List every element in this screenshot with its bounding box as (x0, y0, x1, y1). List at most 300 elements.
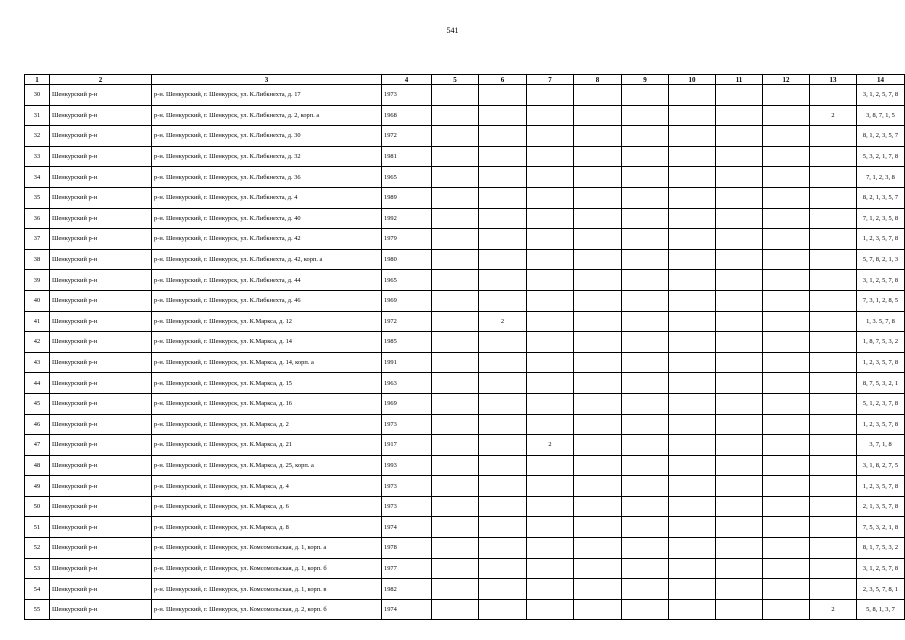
cell-col-6 (479, 455, 527, 476)
cell-col-6 (479, 393, 527, 414)
cell-col-14: 1, 8, 7, 5, 3, 2 (857, 332, 905, 353)
cell-col-9 (622, 208, 669, 229)
cell-col-2: Шенкурский р-н (50, 290, 152, 311)
cell-col-12 (763, 311, 810, 332)
cell-col-5 (432, 311, 479, 332)
cell-col-2: Шенкурский р-н (50, 496, 152, 517)
cell-col-3: р-н. Шенкурский, г. Шенкурск, ул. Комсомольская, д. 1, корп. а (152, 538, 382, 559)
cell-col-7: 2 (527, 435, 574, 456)
cell-col-4: 1991 (382, 352, 432, 373)
cell-col-13 (810, 85, 857, 106)
table-row (25, 599, 905, 620)
cell-col-5 (432, 476, 479, 497)
cell-col-3: р-н. Шенкурский, г. Шенкурск, ул. Комсомольская, д. 2, корп. б (152, 599, 382, 620)
cell-col-5 (432, 249, 479, 270)
cell-col-9 (622, 105, 669, 126)
cell-col-14: 3, 7, 1, 8 (857, 435, 905, 456)
cell-col-1: 34 (25, 167, 50, 188)
cell-col-1: 55 (25, 599, 50, 620)
cell-col-5 (432, 229, 479, 250)
cell-col-5 (432, 496, 479, 517)
cell-col-9 (622, 517, 669, 538)
cell-col-8 (574, 167, 622, 188)
cell-col-6 (479, 496, 527, 517)
cell-col-11 (716, 290, 763, 311)
cell-col-11 (716, 146, 763, 167)
cell-col-7 (527, 538, 574, 559)
cell-col-7 (527, 352, 574, 373)
cell-col-10 (669, 599, 716, 620)
table-row (25, 126, 905, 147)
cell-col-12 (763, 290, 810, 311)
cell-col-3: р-н. Шенкурский, г. Шенкурск, ул. Комсомольская, д. 1, корп. б (152, 558, 382, 579)
cell-col-11 (716, 599, 763, 620)
cell-col-13 (810, 373, 857, 394)
column-header-12: 12 (763, 75, 810, 85)
cell-col-2: Шенкурский р-н (50, 146, 152, 167)
cell-col-14: 8, 7, 5, 3, 2, 1 (857, 373, 905, 394)
cell-col-5 (432, 85, 479, 106)
cell-col-7 (527, 599, 574, 620)
cell-col-8 (574, 229, 622, 250)
cell-col-10 (669, 146, 716, 167)
cell-col-5 (432, 373, 479, 394)
register-table (24, 74, 905, 620)
cell-col-4: 1992 (382, 208, 432, 229)
cell-col-5 (432, 579, 479, 600)
cell-col-14: 1, 2, 3, 5, 7, 8 (857, 476, 905, 497)
cell-col-4: 1973 (382, 414, 432, 435)
cell-col-12 (763, 167, 810, 188)
cell-col-9 (622, 352, 669, 373)
cell-col-5 (432, 105, 479, 126)
cell-col-10 (669, 229, 716, 250)
cell-col-8 (574, 352, 622, 373)
table-row (25, 352, 905, 373)
cell-col-2: Шенкурский р-н (50, 270, 152, 291)
cell-col-8 (574, 496, 622, 517)
column-header-4: 4 (382, 75, 432, 85)
header-row (25, 75, 905, 85)
cell-col-2: Шенкурский р-н (50, 85, 152, 106)
cell-col-1: 33 (25, 146, 50, 167)
cell-col-6: 2 (479, 311, 527, 332)
cell-col-14: 5, 7, 8, 2, 1, 3 (857, 249, 905, 270)
cell-col-13 (810, 332, 857, 353)
cell-col-6 (479, 435, 527, 456)
cell-col-12 (763, 373, 810, 394)
cell-col-13 (810, 558, 857, 579)
cell-col-10 (669, 126, 716, 147)
cell-col-8 (574, 414, 622, 435)
cell-col-13 (810, 538, 857, 559)
cell-col-8 (574, 332, 622, 353)
cell-col-12 (763, 332, 810, 353)
cell-col-13 (810, 352, 857, 373)
cell-col-5 (432, 146, 479, 167)
cell-col-10 (669, 105, 716, 126)
cell-col-3: р-н. Шенкурский, г. Шенкурск, ул. К.Либкнехта, д. 42, корп. а (152, 249, 382, 270)
cell-col-4: 1981 (382, 146, 432, 167)
cell-col-9 (622, 311, 669, 332)
cell-col-2: Шенкурский р-н (50, 476, 152, 497)
table-body (25, 85, 905, 620)
cell-col-6 (479, 208, 527, 229)
page-number: 541 (446, 26, 459, 35)
cell-col-7 (527, 558, 574, 579)
cell-col-11 (716, 496, 763, 517)
cell-col-13 (810, 579, 857, 600)
cell-col-1: 43 (25, 352, 50, 373)
cell-col-13 (810, 126, 857, 147)
cell-col-7 (527, 290, 574, 311)
cell-col-2: Шенкурский р-н (50, 208, 152, 229)
cell-col-10 (669, 496, 716, 517)
cell-col-11 (716, 476, 763, 497)
cell-col-11 (716, 332, 763, 353)
column-header-8: 8 (574, 75, 622, 85)
cell-col-8 (574, 455, 622, 476)
cell-col-2: Шенкурский р-н (50, 105, 152, 126)
cell-col-10 (669, 290, 716, 311)
cell-col-3: р-н. Шенкурский, г. Шенкурск, ул. К.Либкнехта, д. 44 (152, 270, 382, 291)
cell-col-4: 1973 (382, 476, 432, 497)
cell-col-4: 1979 (382, 229, 432, 250)
cell-col-3: р-н. Шенкурский, г. Шенкурск, ул. К.Маркса, д. 2 (152, 414, 382, 435)
cell-col-3: р-н. Шенкурский, г. Шенкурск, ул. К.Либкнехта, д. 40 (152, 208, 382, 229)
column-header-1: 1 (25, 75, 50, 85)
cell-col-7 (527, 167, 574, 188)
cell-col-9 (622, 393, 669, 414)
table-row (25, 332, 905, 353)
cell-col-8 (574, 270, 622, 291)
cell-col-4: 1969 (382, 393, 432, 414)
cell-col-10 (669, 373, 716, 394)
cell-col-12 (763, 187, 810, 208)
column-header-6: 6 (479, 75, 527, 85)
cell-col-10 (669, 270, 716, 291)
cell-col-6 (479, 332, 527, 353)
cell-col-5 (432, 290, 479, 311)
cell-col-2: Шенкурский р-н (50, 558, 152, 579)
cell-col-14: 8, 1, 2, 3, 5, 7 (857, 126, 905, 147)
cell-col-6 (479, 146, 527, 167)
cell-col-1: 37 (25, 229, 50, 250)
cell-col-11 (716, 558, 763, 579)
cell-col-5 (432, 187, 479, 208)
cell-col-13 (810, 435, 857, 456)
cell-col-13: 2 (810, 599, 857, 620)
cell-col-1: 31 (25, 105, 50, 126)
cell-col-13 (810, 290, 857, 311)
cell-col-12 (763, 599, 810, 620)
cell-col-4: 1993 (382, 455, 432, 476)
cell-col-11 (716, 373, 763, 394)
cell-col-8 (574, 146, 622, 167)
cell-col-4: 1974 (382, 599, 432, 620)
cell-col-3: р-н. Шенкурский, г. Шенкурск, ул. Комсомольская, д. 1, корп. в (152, 579, 382, 600)
cell-col-11 (716, 538, 763, 559)
cell-col-4: 1972 (382, 126, 432, 147)
cell-col-4: 1969 (382, 290, 432, 311)
cell-col-7 (527, 496, 574, 517)
cell-col-6 (479, 373, 527, 394)
cell-col-6 (479, 558, 527, 579)
cell-col-2: Шенкурский р-н (50, 538, 152, 559)
table-row (25, 290, 905, 311)
cell-col-10 (669, 476, 716, 497)
cell-col-8 (574, 435, 622, 456)
cell-col-2: Шенкурский р-н (50, 249, 152, 270)
cell-col-14: 7, 3, 1, 2, 8, 5 (857, 290, 905, 311)
cell-col-1: 49 (25, 476, 50, 497)
cell-col-9 (622, 496, 669, 517)
cell-col-8 (574, 290, 622, 311)
cell-col-4: 1968 (382, 105, 432, 126)
cell-col-12 (763, 270, 810, 291)
cell-col-8 (574, 579, 622, 600)
column-header-13: 13 (810, 75, 857, 85)
cell-col-5 (432, 538, 479, 559)
cell-col-5 (432, 126, 479, 147)
table-row (25, 146, 905, 167)
cell-col-1: 52 (25, 538, 50, 559)
cell-col-8 (574, 517, 622, 538)
cell-col-3: р-н. Шенкурский, г. Шенкурск, ул. К.Либкнехта, д. 46 (152, 290, 382, 311)
cell-col-13 (810, 517, 857, 538)
cell-col-12 (763, 414, 810, 435)
table-row (25, 208, 905, 229)
cell-col-13: 2 (810, 105, 857, 126)
cell-col-8 (574, 249, 622, 270)
cell-col-1: 38 (25, 249, 50, 270)
cell-col-4: 1982 (382, 579, 432, 600)
cell-col-9 (622, 599, 669, 620)
cell-col-9 (622, 476, 669, 497)
cell-col-7 (527, 85, 574, 106)
cell-col-6 (479, 187, 527, 208)
cell-col-6 (479, 85, 527, 106)
cell-col-14: 5, 8, 1, 3, 7 (857, 599, 905, 620)
cell-col-11 (716, 517, 763, 538)
cell-col-14: 3, 8, 7, 1, 5 (857, 105, 905, 126)
cell-col-1: 35 (25, 187, 50, 208)
cell-col-10 (669, 517, 716, 538)
cell-col-4: 1963 (382, 373, 432, 394)
cell-col-13 (810, 414, 857, 435)
cell-col-10 (669, 167, 716, 188)
cell-col-11 (716, 435, 763, 456)
cell-col-2: Шенкурский р-н (50, 332, 152, 353)
cell-col-2: Шенкурский р-н (50, 435, 152, 456)
cell-col-4: 1978 (382, 538, 432, 559)
cell-col-13 (810, 229, 857, 250)
cell-col-2: Шенкурский р-н (50, 126, 152, 147)
cell-col-3: р-н. Шенкурский, г. Шенкурск, ул. К.Маркса, д. 14, корп. а (152, 352, 382, 373)
cell-col-6 (479, 538, 527, 559)
cell-col-2: Шенкурский р-н (50, 187, 152, 208)
cell-col-8 (574, 105, 622, 126)
cell-col-11 (716, 455, 763, 476)
cell-col-14: 3, 1, 8, 2, 7, 5 (857, 455, 905, 476)
cell-col-13 (810, 187, 857, 208)
table-row (25, 167, 905, 188)
cell-col-11 (716, 579, 763, 600)
cell-col-10 (669, 579, 716, 600)
table-row (25, 393, 905, 414)
cell-col-11 (716, 414, 763, 435)
cell-col-6 (479, 579, 527, 600)
cell-col-12 (763, 496, 810, 517)
cell-col-9 (622, 435, 669, 456)
cell-col-12 (763, 538, 810, 559)
cell-col-14: 1, 2, 3, 5, 7, 8 (857, 229, 905, 250)
cell-col-11 (716, 352, 763, 373)
cell-col-7 (527, 146, 574, 167)
cell-col-9 (622, 579, 669, 600)
cell-col-7 (527, 579, 574, 600)
cell-col-11 (716, 187, 763, 208)
cell-col-14: 7, 1, 2, 3, 8 (857, 167, 905, 188)
cell-col-10 (669, 85, 716, 106)
cell-col-11 (716, 167, 763, 188)
cell-col-7 (527, 208, 574, 229)
cell-col-7 (527, 311, 574, 332)
cell-col-11 (716, 105, 763, 126)
cell-col-10 (669, 538, 716, 559)
cell-col-12 (763, 435, 810, 456)
cell-col-5 (432, 517, 479, 538)
cell-col-7 (527, 332, 574, 353)
cell-col-6 (479, 352, 527, 373)
cell-col-5 (432, 270, 479, 291)
cell-col-14: 2, 1, 3, 5, 7, 8 (857, 496, 905, 517)
cell-col-6 (479, 414, 527, 435)
column-header-10: 10 (669, 75, 716, 85)
cell-col-8 (574, 85, 622, 106)
cell-col-9 (622, 126, 669, 147)
cell-col-1: 41 (25, 311, 50, 332)
cell-col-12 (763, 229, 810, 250)
cell-col-14: 5, 1, 2, 3, 7, 8 (857, 393, 905, 414)
cell-col-9 (622, 538, 669, 559)
cell-col-14: 8, 1, 7, 5, 3, 2 (857, 538, 905, 559)
cell-col-3: р-н. Шенкурский, г. Шенкурск, ул. К.Либкнехта, д. 2, корп. а (152, 105, 382, 126)
cell-col-14: 8, 2, 1, 3, 5, 7 (857, 187, 905, 208)
cell-col-14: 7, 1, 2, 3, 5, 8 (857, 208, 905, 229)
cell-col-3: р-н. Шенкурский, г. Шенкурск, ул. К.Либкнехта, д. 17 (152, 85, 382, 106)
cell-col-4: 1980 (382, 249, 432, 270)
cell-col-2: Шенкурский р-н (50, 167, 152, 188)
cell-col-12 (763, 352, 810, 373)
cell-col-9 (622, 270, 669, 291)
cell-col-2: Шенкурский р-н (50, 229, 152, 250)
cell-col-8 (574, 538, 622, 559)
cell-col-1: 48 (25, 455, 50, 476)
cell-col-13 (810, 393, 857, 414)
cell-col-12 (763, 455, 810, 476)
cell-col-8 (574, 187, 622, 208)
cell-col-10 (669, 435, 716, 456)
table-row (25, 311, 905, 332)
cell-col-9 (622, 85, 669, 106)
cell-col-7 (527, 517, 574, 538)
cell-col-13 (810, 208, 857, 229)
cell-col-12 (763, 146, 810, 167)
table-row (25, 105, 905, 126)
cell-col-8 (574, 393, 622, 414)
table-header (25, 75, 905, 85)
cell-col-10 (669, 455, 716, 476)
cell-col-9 (622, 414, 669, 435)
cell-col-4: 1977 (382, 558, 432, 579)
cell-col-5 (432, 455, 479, 476)
cell-col-8 (574, 208, 622, 229)
cell-col-8 (574, 373, 622, 394)
cell-col-3: р-н. Шенкурский, г. Шенкурск, ул. К.Маркса, д. 15 (152, 373, 382, 394)
cell-col-8 (574, 476, 622, 497)
cell-col-8 (574, 126, 622, 147)
cell-col-4: 1973 (382, 496, 432, 517)
cell-col-2: Шенкурский р-н (50, 414, 152, 435)
cell-col-6 (479, 476, 527, 497)
cell-col-12 (763, 208, 810, 229)
cell-col-4: 1917 (382, 435, 432, 456)
cell-col-7 (527, 229, 574, 250)
cell-col-12 (763, 249, 810, 270)
cell-col-1: 54 (25, 579, 50, 600)
cell-col-13 (810, 167, 857, 188)
cell-col-11 (716, 85, 763, 106)
column-header-7: 7 (527, 75, 574, 85)
cell-col-6 (479, 249, 527, 270)
cell-col-4: 1974 (382, 517, 432, 538)
cell-col-9 (622, 229, 669, 250)
cell-col-6 (479, 270, 527, 291)
cell-col-3: р-н. Шенкурский, г. Шенкурск, ул. К.Либкнехта, д. 30 (152, 126, 382, 147)
cell-col-13 (810, 476, 857, 497)
cell-col-14: 3, 1, 2, 5, 7, 8 (857, 270, 905, 291)
cell-col-2: Шенкурский р-н (50, 373, 152, 394)
cell-col-5 (432, 208, 479, 229)
cell-col-5 (432, 558, 479, 579)
cell-col-7 (527, 187, 574, 208)
cell-col-11 (716, 311, 763, 332)
cell-col-3: р-н. Шенкурский, г. Шенкурск, ул. К.Маркса, д. 4 (152, 476, 382, 497)
cell-col-9 (622, 146, 669, 167)
cell-col-7 (527, 455, 574, 476)
cell-col-7 (527, 270, 574, 291)
table-row (25, 229, 905, 250)
table-row (25, 270, 905, 291)
cell-col-6 (479, 126, 527, 147)
cell-col-6 (479, 167, 527, 188)
cell-col-2: Шенкурский р-н (50, 455, 152, 476)
cell-col-4: 1985 (382, 332, 432, 353)
cell-col-7 (527, 393, 574, 414)
cell-col-1: 32 (25, 126, 50, 147)
cell-col-1: 53 (25, 558, 50, 579)
cell-col-3: р-н. Шенкурский, г. Шенкурск, ул. К.Маркса, д. 12 (152, 311, 382, 332)
cell-col-3: р-н. Шенкурский, г. Шенкурск, ул. К.Маркса, д. 8 (152, 517, 382, 538)
cell-col-9 (622, 373, 669, 394)
cell-col-1: 47 (25, 435, 50, 456)
table-row (25, 187, 905, 208)
cell-col-5 (432, 393, 479, 414)
cell-col-9 (622, 290, 669, 311)
cell-col-11 (716, 249, 763, 270)
cell-col-9 (622, 187, 669, 208)
